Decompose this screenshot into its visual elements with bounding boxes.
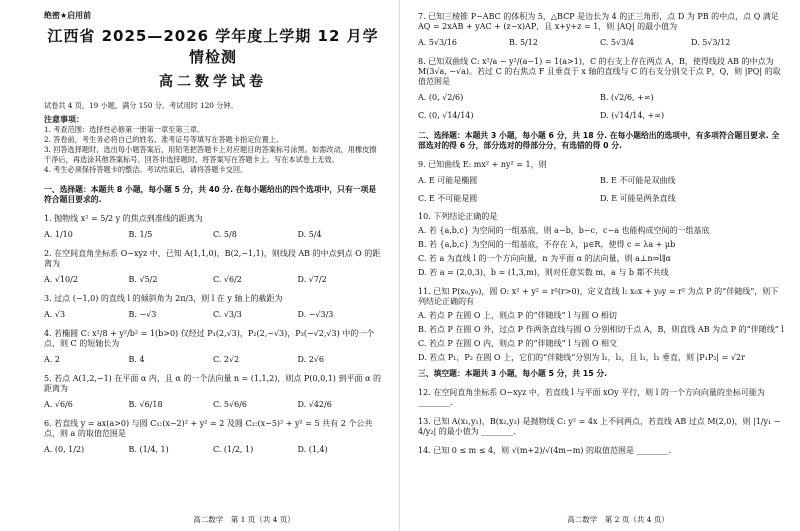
q10-option-d: D. 若 a = (2,0,3)，b = (1,3,m)，则对任意实数 m，a 与 b 都不共线 <box>418 268 669 277</box>
q9-option-c: C. E 不可能是圆 <box>418 194 478 203</box>
question-9: 9. 已知曲线 E: mx² + ny² = 1，则 <box>418 160 547 169</box>
q6-option-d: D. (1,4) <box>297 445 328 454</box>
q5-option-c: C. 5√6/6 <box>213 400 247 409</box>
q7-option-b: B. 5/12 <box>509 38 538 47</box>
question-12: 12. 在空间直角坐标系 O−xyz 中，若直线 l 与平面 xOy 平行，则 l 的一个方向向量的坐标可能为 ________. <box>418 388 765 407</box>
note-3: 3. 回答选择题时，选出每小题答案后，用铅笔把答题卡上对应题目的答案标号涂黑。如需改动，用橡皮擦干净后，再选涂其他答案标号。回答非选择题时，将答案写在答题卡上。写在本试卷上无效。 <box>44 145 377 164</box>
question-9-options <box>418 176 782 212</box>
q10-option-b: B. 若 {a,b,c} 为空间的一组基底，不存在 λ，μ∈R，使得 c = λa + μb <box>418 240 676 249</box>
question-10-options <box>418 226 782 278</box>
q8-option-c: C. (0, √14/14) <box>418 111 474 120</box>
q5-option-d: D. √42/6 <box>297 400 332 409</box>
question-2: 2. 在空间直角坐标系 O−xyz 中，已知 A(1,1,0)，B(2,−1,1)，则线段 AB 的中点到点 O 的距离为 <box>44 249 381 268</box>
q10-option-a: A. 若 {a,b,c} 为空间的一组基底，则 a−b，b−c，c−a 也能构成空间的一组基底 <box>418 226 710 235</box>
question-11-options <box>418 311 782 363</box>
question-5-options <box>44 400 382 410</box>
q1-option-b: B. 1/5 <box>128 230 153 239</box>
note-4: 4. 考生必须保持答题卡的整洁。考试结束后，请将答题卡交回。 <box>44 165 248 174</box>
q3-option-d: D. −√3/3 <box>297 310 334 319</box>
note-2: 2. 答卷前，考生务必将自己的姓名、准考证号等填写在答题卡指定位置上。 <box>44 135 284 144</box>
q1-option-c: C. 5/8 <box>213 230 237 239</box>
question-8-options <box>418 93 782 129</box>
section-1-heading: 一、选择题：本题共 8 小题，每小题 5 分，共 40 分. 在每小题给出的四个选项中，只有一项是符合题目要求的. <box>44 185 377 204</box>
q6-option-c: C. (1/2, 1) <box>213 445 254 454</box>
q9-option-b: B. E 不可能是双曲线 <box>600 176 676 185</box>
q4-option-c: C. 2√2 <box>213 355 240 364</box>
question-1: 1. 抛物线 x² = 5/2 y 的焦点到准线的距离为 <box>44 214 203 223</box>
q2-option-a: A. √10/2 <box>44 275 78 284</box>
question-5: 5. 若点 A(1,2,−1) 在平面 α 内，且 α 的一个法向量 n = (1,1,2)，则点 P(0,0,1) 到平面 α 的距离为 <box>44 374 381 393</box>
q9-option-a: A. E 可能是椭圆 <box>418 176 478 185</box>
page-1-footer: 高二数学 第 1 页（共 4 页） <box>193 515 295 524</box>
exam-subtitle: 高二数学试卷 <box>159 74 267 90</box>
question-13: 13. 已知 A(x₁,y₁)，B(x₂,y₂) 是抛物线 C: y² = 4x 上不同两点，若直线 AB 过点 M(2,0)，则 |1/y₁ − 4/y₂| 的最小值为 ________. <box>418 417 781 436</box>
confidential-mark: 绝密★启用前 <box>44 11 92 20</box>
exam-title: 江西省 2025—2026 学年度上学期 12 月学情检测 <box>47 27 379 66</box>
q2-option-b: B. √5/2 <box>128 275 158 284</box>
q7-option-d: D. 5√3/12 <box>691 38 731 47</box>
q7-option-c: C. 5√3/4 <box>600 38 634 47</box>
q7-option-a: A. 5√3/16 <box>418 38 458 47</box>
q2-option-c: C. √6/2 <box>213 275 242 284</box>
q1-option-a: A. 1/10 <box>44 230 73 239</box>
question-10: 10. 下列结论正确的是 <box>418 212 498 221</box>
question-3: 3. 过点 (−1,0) 的直线 l 的倾斜角为 2π/3，则 l 在 y 轴上的截距为 <box>44 294 283 303</box>
page-2-footer: 高二数学 第 2 页（共 4 页） <box>567 515 669 524</box>
q1-option-d: D. 5/4 <box>297 230 322 239</box>
q8-option-a: A. (0, √2/6) <box>418 93 464 102</box>
q8-option-d: D. (√14/14, +∞) <box>600 111 665 120</box>
q4-option-b: B. 4 <box>128 355 145 364</box>
q3-option-c: C. √3/3 <box>213 310 242 319</box>
q11-option-c: C. 若点 P 在圆 O 内，则点 P 的“伴随线” l 与圆 O 相交 <box>418 339 617 348</box>
question-6: 6. 若直线 y = ax(a>0) 与圆 C₁:(x−2)² + y² = 2 及圆 C₂:(x−5)² + y² = 5 共有 2 个公共点，则 a 的取值范围是 <box>44 419 373 438</box>
section-2-heading: 二、选择题：本题共 3 小题，每小题 6 分，共 18 分. 在每小题给出的选项中，有多项符合题目要求. 全部选对的得 6 分，部分选对的得部分分，有选错的得 0 分. <box>418 131 780 150</box>
q4-option-d: D. 2√6 <box>297 355 324 364</box>
q2-option-d: D. √7/2 <box>297 275 327 284</box>
question-6-options <box>44 445 382 455</box>
q3-option-b: B. −√3 <box>128 310 157 319</box>
question-7: 7. 已知三棱锥 P−ABC 的体积为 5，△BCP 是边长为 4 的正三角形，点 D 为 PB 的中点，点 Q 满足 AQ = 2xAB + yAC + (z−x)AP，且 x+y+z = 1，则 |AQ| 的最小值为 <box>418 12 779 31</box>
question-8: 8. 已知双曲线 C: x²/a − y²/(a−1) = 1(a>1)，C 的右支上存在两点 A，B，使得线段 AB 的中点为 M(3√a, −√a)。若过 C 的右焦点 F 且垂直于 x 轴的直线与 C 的右支分别交于点 P，Q，则 |PQ| 的取值范围是 <box>418 57 781 86</box>
q3-option-a: A. √3 <box>44 310 66 319</box>
q11-option-a: A. 若点 P 在圆 O 上，则点 P 的“伴随线” l 与圆 O 相切 <box>418 311 617 320</box>
question-2-options <box>44 275 382 285</box>
section-3-heading: 三、填空题：本题共 3 小题，每小题 5 分，共 15 分. <box>418 369 608 378</box>
page-2 <box>400 0 800 531</box>
q5-option-b: B. √6/18 <box>128 400 163 409</box>
q5-option-a: A. √6/6 <box>44 400 73 409</box>
question-4: 4. 若椭圆 C: x²/8 + y²/b² = 1(b>0) 仅经过 P₁(2,√3)，P₂(2,−√3)，P₃(−√2,√3) 中的一个点，则 C 的短轴长为 <box>44 329 375 348</box>
q6-option-b: B. (1/4, 1) <box>128 445 169 454</box>
question-3-options <box>44 310 382 320</box>
note-1: 1. 考查范围：选择性必修第一册第一章至第三章。 <box>44 125 205 134</box>
q11-option-b: B. 若点 P 在圆 O 外，过点 P 作两条直线与圆 O 分别相切于点 A，B，则直线 AB 为点 P 的“伴随线” l <box>418 325 784 334</box>
question-11: 11. 已知 P(x₀,y₀)，圆 O: x² + y² = r²(r>0)，定义直线 l: x₀x + y₀y = r² 为点 P 的“伴随线”，则下列结论正确的有 <box>418 287 779 306</box>
question-7-options <box>418 38 782 48</box>
notes-title: 注意事项： <box>44 115 84 124</box>
exam-info: 试卷共 4 页，19 小题，满分 150 分。考试用时 120 分钟。 <box>44 101 238 110</box>
q11-option-d: D. 若点 P₁，P₂ 在圆 O 上，它们的“伴随线”分别为 l₁，l₂，且 l₁，l₂ 垂直，则 |P₁P₂| = √2r <box>418 353 745 362</box>
q6-option-a: A. (0, 1/2) <box>44 445 85 454</box>
question-1-options <box>44 230 382 240</box>
q8-option-b: B. (√2/6, +∞) <box>600 93 654 102</box>
question-4-options <box>44 355 382 365</box>
question-14: 14. 已知 0 ≤ m ≤ 4，则 √(m+2)/√(4m−m) 的取值范围是 ________. <box>418 446 672 455</box>
q4-option-a: A. 2 <box>44 355 60 364</box>
q10-option-c: C. 若 a 为直线 l 的一个方向向量，n 为平面 α 的法向量，则 a⊥n⇒l∥α <box>418 254 671 263</box>
q9-option-d: D. E 可能是两条直线 <box>600 194 676 203</box>
